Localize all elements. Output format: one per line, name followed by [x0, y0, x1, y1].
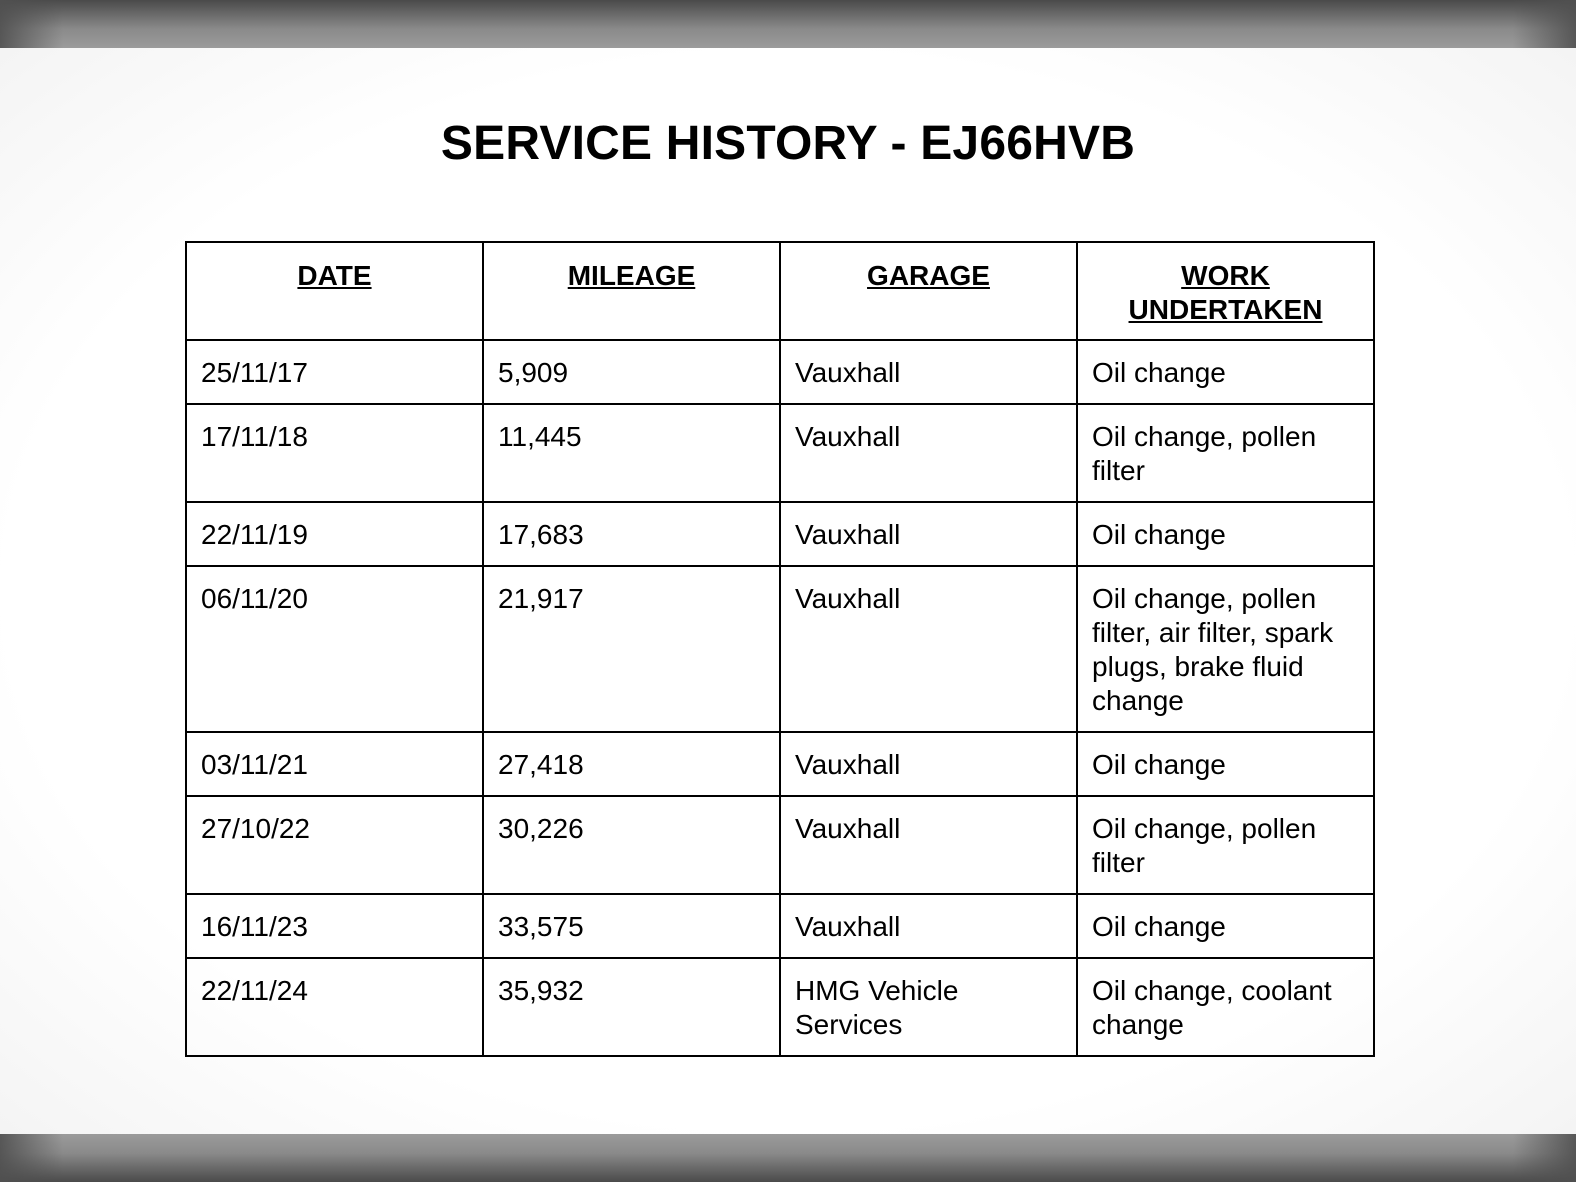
- page-title: SERVICE HISTORY - EJ66HVB: [440, 117, 1136, 170]
- table-row: [186, 732, 1374, 796]
- header-date: DATE: [186, 242, 483, 340]
- cell-garage: Vauxhall: [780, 502, 1077, 566]
- cell-date: 03/11/21: [186, 732, 483, 796]
- cell-garage: Vauxhall: [780, 796, 1077, 894]
- table-row: [186, 404, 1374, 502]
- cell-garage: Vauxhall: [780, 894, 1077, 958]
- cell-date: 17/11/18: [186, 404, 483, 502]
- cell-work: Oil change: [1077, 340, 1374, 404]
- cell-date: 27/10/22: [186, 796, 483, 894]
- cell-mileage: 5,909: [483, 340, 780, 404]
- cell-garage: Vauxhall: [780, 566, 1077, 732]
- cell-date: 22/11/24: [186, 958, 483, 1056]
- cell-mileage: 27,418: [483, 732, 780, 796]
- cell-work: Oil change: [1077, 894, 1374, 958]
- cell-date: 16/11/23: [186, 894, 483, 958]
- document-page: [0, 48, 1576, 1134]
- bottom-shadow-bar: [0, 1134, 1576, 1182]
- cell-garage: Vauxhall: [780, 732, 1077, 796]
- cell-date: 22/11/19: [186, 502, 483, 566]
- cell-work: Oil change, coolant change: [1077, 958, 1374, 1056]
- cell-work: Oil change, pollen filter: [1077, 404, 1374, 502]
- header-mileage: MILEAGE: [483, 242, 780, 340]
- cell-garage: Vauxhall: [780, 340, 1077, 404]
- table-row: [186, 958, 1374, 1056]
- cell-date: 25/11/17: [186, 340, 483, 404]
- top-shadow-bar: [0, 0, 1576, 48]
- header-garage: GARAGE: [780, 242, 1077, 340]
- header-row: [186, 242, 1374, 340]
- service-history-table: [185, 241, 1375, 1057]
- cell-garage: HMG Vehicle Services: [780, 958, 1077, 1056]
- cell-work: Oil change, pollen filter, air filter, spark plugs, brake fluid change: [1077, 566, 1374, 732]
- cell-mileage: 35,932: [483, 958, 780, 1056]
- table-row: [186, 502, 1374, 566]
- table-row: [186, 340, 1374, 404]
- cell-work: Oil change: [1077, 732, 1374, 796]
- cell-mileage: 30,226: [483, 796, 780, 894]
- header-work-undertaken: WORK UNDERTAKEN: [1077, 242, 1374, 340]
- cell-work: Oil change, pollen filter: [1077, 796, 1374, 894]
- cell-mileage: 17,683: [483, 502, 780, 566]
- cell-mileage: 21,917: [483, 566, 780, 732]
- cell-garage: Vauxhall: [780, 404, 1077, 502]
- cell-mileage: 33,575: [483, 894, 780, 958]
- table-row: [186, 894, 1374, 958]
- cell-mileage: 11,445: [483, 404, 780, 502]
- table-row: [186, 796, 1374, 894]
- cell-date: 06/11/20: [186, 566, 483, 732]
- table-row: [186, 566, 1374, 732]
- cell-work: Oil change: [1077, 502, 1374, 566]
